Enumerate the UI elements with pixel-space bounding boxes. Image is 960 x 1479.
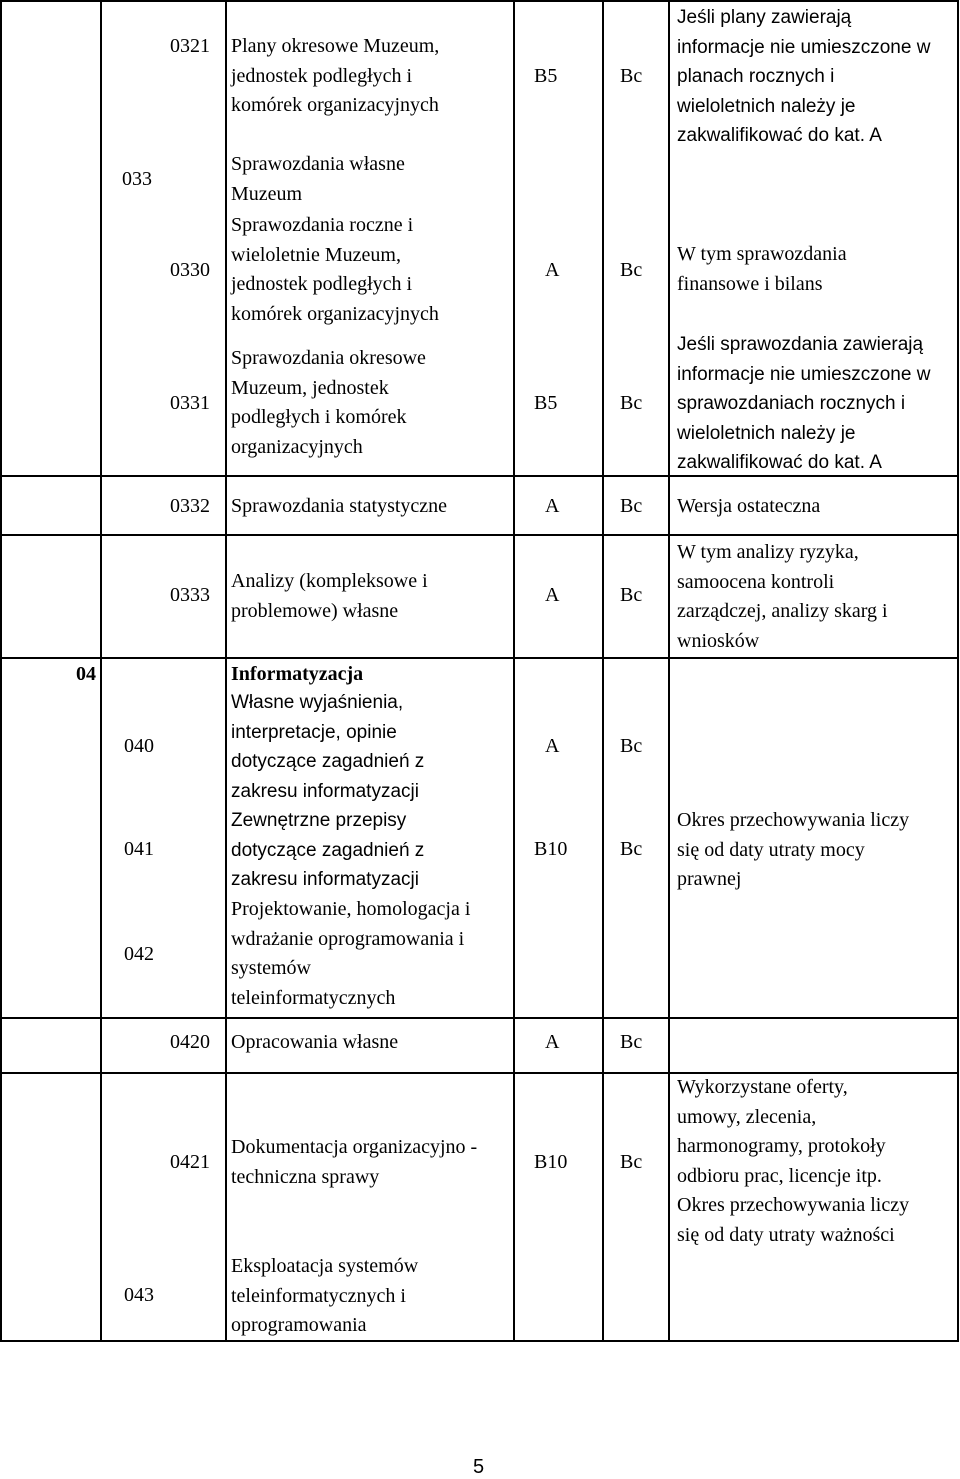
row-title: Zewnętrzne przepisy dotyczące zagadnień z zakresu informatyzacji (231, 810, 425, 890)
row-category: A (545, 495, 560, 517)
row-title: Sprawozdania własne Muzeum (231, 153, 405, 205)
page-number: 5 (473, 1456, 485, 1478)
row-category-2: Bc (620, 838, 643, 860)
row-category-2: Bc (620, 495, 643, 517)
row-title: Sprawozdania roczne i wieloletnie Muzeum, jednostek podległych i komórek organizacyjnych (231, 214, 439, 325)
row-title: Plany okresowe Muzeum, jednostek podległych i komórek organizacyjnych (231, 35, 440, 116)
row-category: A (545, 259, 560, 281)
row-code: 0330 (170, 259, 210, 281)
row-category-2: Bc (620, 1031, 643, 1053)
row-title: Sprawozdania statystyczne (231, 495, 448, 517)
row-category-2: Bc (620, 259, 643, 281)
row-category: B10 (534, 1151, 568, 1173)
row-code: 040 (124, 735, 154, 757)
row-category: B5 (534, 392, 558, 414)
row-category-2: Bc (620, 1151, 643, 1173)
row-code: 0332 (170, 495, 210, 517)
row-note: Okres przechowywania liczy się od daty utraty mocy prawnej (677, 809, 910, 890)
row-note: Jeśli sprawozdania zawierają informacje nie umieszczone w sprawozdaniach rocznych i wieloletnich należy je zakwalifikować do kat. A (677, 334, 931, 473)
row-category: A (545, 584, 560, 606)
row-note: Jeśli plany zawierają informacje nie umieszczone w planach rocznych i wieloletnich należy je zakwalifikować do kat. A (677, 7, 931, 146)
row-code: 0331 (170, 392, 210, 414)
section-title: Informatyzacja (231, 663, 364, 685)
row-note: Wykorzystane oferty, umowy, zlecenia, harmonogramy, protokoły odbioru prac, licencje itp. Okres przechowywania liczy się od daty utraty ważności (677, 1076, 910, 1246)
row-code: 041 (124, 838, 154, 860)
row-code: 0420 (170, 1031, 210, 1053)
row-category: B10 (534, 838, 568, 860)
row-category-2: Bc (620, 735, 643, 757)
row-code: 0321 (170, 35, 210, 57)
row-note: Wersja ostateczna (677, 495, 821, 517)
row-code: 0421 (170, 1151, 210, 1173)
row-category: A (545, 735, 560, 757)
row-code: 042 (124, 943, 154, 965)
row-title: Sprawozdania okresowe Muzeum, jednostek podległych i komórek organizacyjnych (231, 347, 426, 458)
section-code: 04 (76, 663, 96, 685)
row-title: Opracowania własne (231, 1031, 399, 1053)
row-note: W tym analizy ryzyka, samoocena kontroli zarządczej, analizy skarg i wniosków (677, 541, 888, 652)
row-title: Projektowanie, homologacja i wdrażanie oprogramowania i systemów teleinformatycznych (231, 898, 471, 1009)
row-category-2: Bc (620, 584, 643, 606)
row-category: B5 (534, 65, 558, 87)
row-category-2: Bc (620, 65, 643, 87)
row-note: W tym sprawozdania finansowe i bilans (677, 243, 847, 295)
row-code: 043 (124, 1284, 154, 1306)
row-code: 033 (122, 168, 152, 190)
row-title: Dokumentacja organizacyjno - techniczna sprawy (231, 1136, 478, 1188)
row-title: Analizy (kompleksowe i problemowe) własne (231, 570, 428, 622)
row-title: Własne wyjaśnienia, interpretacje, opinie dotyczące zagadnień z zakresu informatyzacji (231, 692, 425, 802)
row-category-2: Bc (620, 392, 643, 414)
row-category: A (545, 1031, 560, 1053)
row-code: 0333 (170, 584, 210, 606)
row-title: Eksploatacja systemów teleinformatycznych i oprogramowania (231, 1255, 419, 1336)
